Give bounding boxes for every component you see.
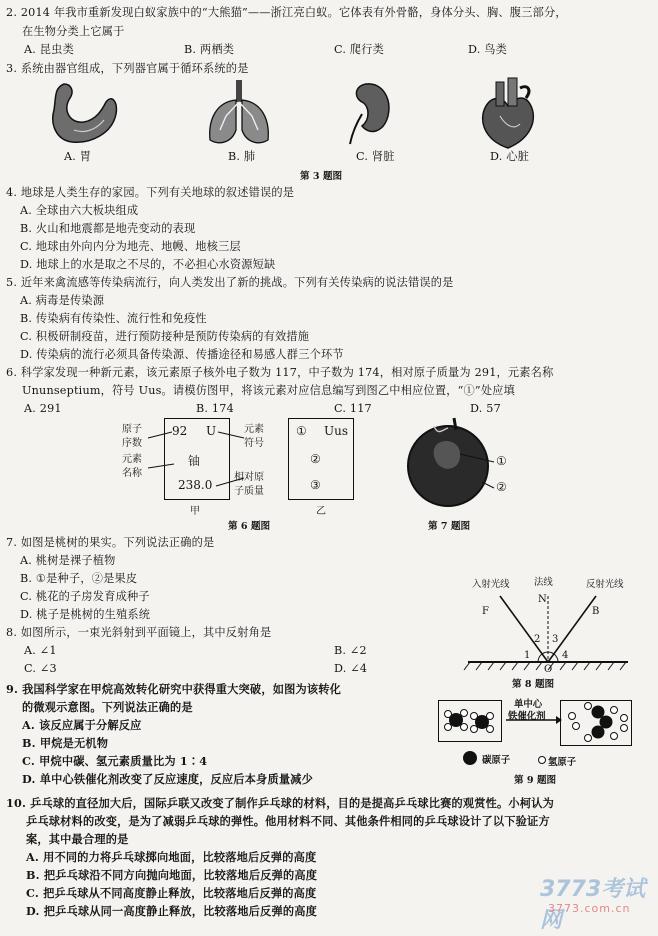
q3-option-d: D. 心脏: [490, 150, 530, 163]
legend-hydrogen: 氢原子: [548, 757, 577, 768]
fig-jia-label: 甲: [190, 506, 200, 517]
q8-stem: 8. 如图所示，一束光斜射到平面镜上，其中反射角是: [6, 626, 272, 639]
q3-option-b: B. 肺: [228, 150, 256, 163]
jia-label-5: 元素: [244, 424, 264, 435]
angle-2-label: 2: [534, 634, 541, 645]
q8-option-b: B. ∠2: [334, 644, 367, 657]
incident-ray-label: 入射光线: [472, 579, 510, 590]
q4-option-c: C. 地球由外向内分为地壳、地幔、地核三层: [20, 240, 241, 253]
jia-mass: 238.0: [178, 478, 213, 492]
q9-stem-line2: 的微观示意图。下列说法正确的是: [22, 700, 193, 714]
kidney-illustration: [346, 80, 396, 148]
angle-4-label: 4: [562, 650, 569, 661]
q4-stem: 4. 地球是人类生存的家园。下列有关地球的叙述错误的是: [6, 186, 295, 199]
q3-option-c: C. 肾脏: [356, 150, 395, 163]
jia-label-3: 元素: [122, 454, 142, 465]
peach-marker-2: ②: [496, 480, 507, 494]
q7-option-b: B. ①是种子，②是果皮: [20, 572, 138, 585]
jia-label-2: 序数: [122, 438, 142, 449]
watermark-url: 3773.com.cn: [548, 902, 631, 915]
q8-option-a: A. ∠1: [24, 644, 57, 657]
q8-option-c: C. ∠3: [24, 662, 57, 675]
yi-circle-2: ②: [310, 452, 321, 466]
yi-circle-1: ①: [296, 424, 307, 438]
q10-option-b: B. 把乒乓球沿不同方向抛向地面，比较落地后反弹的高度: [26, 868, 318, 882]
q6-option-b: B. 174: [196, 402, 234, 415]
ray-label-b: B: [592, 606, 600, 617]
q3-option-a: A. 胃: [64, 150, 92, 163]
q7-option-a: A. 桃树是裸子植物: [20, 554, 116, 567]
q5-option-c: C. 积极研制疫苗，进行预防接种是预防传染病的有效措施: [20, 330, 310, 343]
q2-option-a: A. 昆虫类: [24, 43, 74, 56]
yi-symbol: Uus: [324, 424, 348, 438]
jia-number: 92: [172, 424, 188, 438]
q10-option-d: D. 把乒乓球从同一高度静止释放，比较落地后反弹的高度: [26, 904, 317, 918]
angle-3-label: 3: [552, 634, 559, 645]
heart-illustration: [474, 76, 540, 152]
ray-label-f: F: [482, 606, 489, 617]
q4-option-b: B. 火山和地震都是地壳变动的表现: [20, 222, 196, 235]
q6-option-a: A. 291: [24, 402, 62, 415]
catalyst-label-1: 单中心: [514, 699, 543, 710]
q9-caption: 第 9 题图: [514, 775, 557, 786]
q4-option-a: A. 全球由六大板块组成: [20, 204, 139, 217]
q4-option-d: D. 地球上的水是取之不尽的，不必担心水资源短缺: [20, 258, 276, 271]
q7-caption: 第 7 题图: [428, 521, 471, 532]
reflected-ray-label: 反射光线: [586, 579, 624, 590]
stomach-illustration: [50, 80, 120, 148]
point-o-label: O: [544, 664, 553, 675]
q5-option-b: B. 传染病有传染性、流行性和免疫性: [20, 312, 207, 325]
angle-1-label: 1: [524, 650, 531, 661]
jia-label-7: 相对原: [234, 472, 264, 483]
q9-option-c: C. 甲烷中碳、氢元素质量比为 1∶4: [22, 754, 208, 768]
watermark-logo: 3773考试网: [540, 877, 646, 933]
q8-caption: 第 8 题图: [512, 679, 555, 690]
q2-stem-line1: 2. 2014 年我市重新发现白蚁家族中的“大熊猫”——浙江亮白蚁。它体表有外骨骼，身体分头、胸、腹三部分，: [6, 6, 567, 19]
jia-label-1: 原子: [122, 424, 142, 435]
q8-option-d: D. ∠4: [334, 662, 368, 675]
jia-symbol: U: [206, 424, 217, 438]
peach-marker-1: ①: [496, 454, 507, 468]
q6-option-c: C. 117: [334, 402, 372, 415]
q6-stem-line2: Ununseptium，符号 Uus。请模仿图甲，将该元素对应信息编写到图乙中相应位置，“①”处应填: [22, 384, 516, 397]
catalyst-label-2: 铁催化剂: [508, 711, 546, 722]
yi-circle-3: ③: [310, 478, 321, 492]
ray-label-n: N: [538, 594, 547, 605]
q5-option-a: A. 病毒是传染源: [20, 294, 105, 307]
jia-label-6: 符号: [244, 438, 264, 449]
q10-option-a: A. 用不同的力将乒乓球掷向地面，比较落地后反弹的高度: [26, 850, 317, 864]
q10-option-c: C. 把乒乓球从不同高度静止释放，比较落地后反弹的高度: [26, 886, 317, 900]
q5-option-d: D. 传染病的流行必须具备传染源、传播途径和易感人群三个环节: [20, 348, 344, 361]
q10-stem-line1: 10. 乒乓球的直径加大后，国际乒联又改变了制作乒乓球的材料，目的是提高乒乓球比赛的观赏性。小柯认为: [6, 796, 554, 810]
q9-option-b: B. 甲烷是无机物: [22, 736, 109, 750]
q10-stem-line3: 案，其中最合理的是: [26, 832, 129, 846]
q2-option-d: D. 鸟类: [468, 43, 508, 56]
normal-label: 法线: [534, 577, 553, 588]
q3-stem: 3. 系统由器官组成，下列器官属于循环系统的是: [6, 62, 249, 75]
q6-option-d: D. 57: [470, 402, 501, 415]
q3-caption: 第 3 题图: [300, 171, 343, 182]
jia-name: 铀: [188, 454, 201, 468]
q9-stem-line1: 9. 我国科学家在甲烷高效转化研究中获得重大突破，如图为该转化: [6, 682, 342, 696]
q6-stem-line1: 6. 科学家发现一种新元素，该元素原子核外电子数为 117，中子数为 174，相对原子质量为 291，元素名称: [6, 366, 554, 379]
lungs-illustration: [206, 80, 272, 150]
fig-yi-label: 乙: [316, 506, 326, 517]
legend-carbon: 碳原子: [482, 755, 511, 766]
q5-stem: 5. 近年来禽流感等传染病流行，向人类发出了新的挑战。下列有关传染病的说法错误的是: [6, 276, 454, 289]
q10-stem-line2: 乒乓球材料的改变，是为了减弱乒乓球的弹性。他用材料不同、其他条件相同的乒乓球设计了以下验证方: [26, 814, 550, 828]
q2-option-b: B. 两栖类: [184, 43, 235, 56]
q7-option-c: C. 桃花的子房发育成种子: [20, 590, 150, 603]
q2-option-c: C. 爬行类: [334, 43, 385, 56]
q9-option-a: A. 该反应属于分解反应: [22, 718, 142, 732]
q2-stem-line2: 在生物分类上它属于: [22, 25, 125, 38]
q7-option-d: D. 桃子是桃树的生殖系统: [20, 608, 151, 621]
jia-label-4: 名称: [122, 468, 142, 479]
jia-label-8: 子质量: [234, 486, 264, 497]
q9-option-d: D. 单中心铁催化剂改变了反应速度，反应后本身质量减少: [22, 772, 313, 786]
q7-stem: 7. 如图是桃树的果实。下列说法正确的是: [6, 536, 215, 549]
q6-caption: 第 6 题图: [228, 521, 271, 532]
